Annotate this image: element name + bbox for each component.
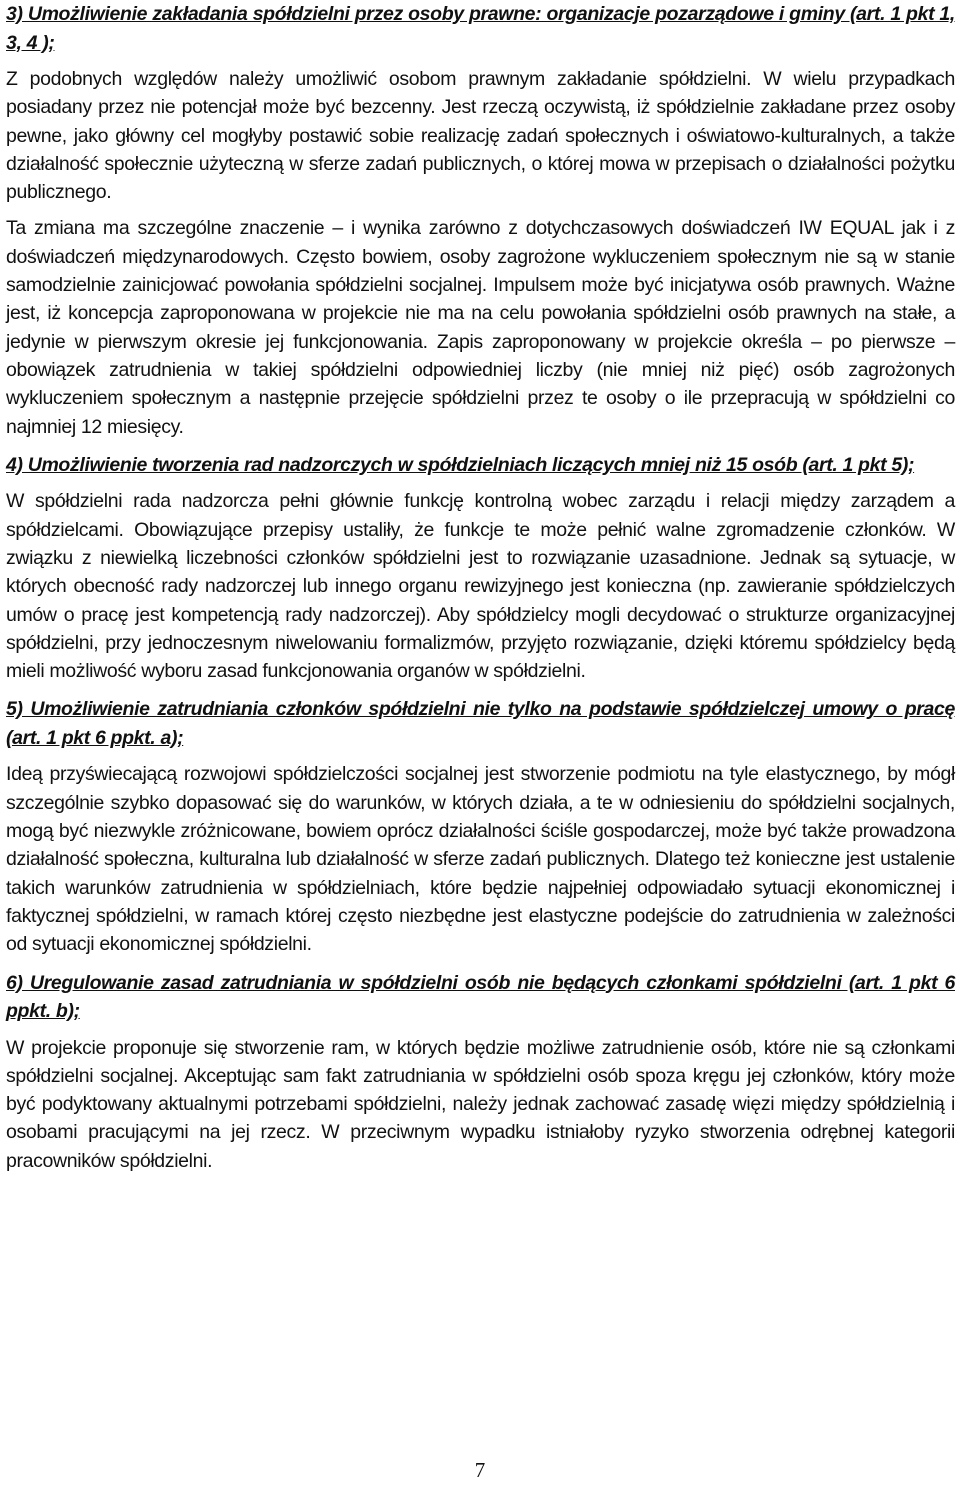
section-heading: 5) Umożliwienie zatrudniania członków spółdzielni nie tylko na podstawie spółdzielczej umowy o pracę (art. 1 pkt 6 ppkt. a); [6, 698, 955, 749]
paragraph: Ta zmiana ma szczególne znaczenie – i wynika zarówno z dotychczasowych doświadczeń IW EQUAL jak i z doświadczeń międzynarodowych. Często bowiem, osoby zagrożone wykluczeniem społecznym nie są w stanie samodzielnie zainicjować powołania spółdzielni socjalnej. Impulsem może być inicjatywa osób prawnych. Ważne jest, iż koncepcja zaproponowana w projekcie nie ma na celu powołania spółdzielni osób prawnych na stałe, a jedynie w pierwszym okresie jej funkcjonowania. Zapis zaproponowany w projekcie określa – po pierwsze – obowiązek zatrudnienia w takiej spółdzielni odpowiedniej liczby (nie mniej niż pięć) osób zagrożonych wykluczeniem społecznym a następnie przejęcie spółdzielni przez te osoby o ile przepracują w spółdzielni co najmniej 12 miesięcy. [6, 217, 955, 438]
document-page [6, 0, 955, 1175]
paragraph: Z podobnych względów należy umożliwić osobom prawnym zakładanie spółdzielni. W wielu przypadkach posiadany przez nie potencjał może być bezcenny. Jest rzeczą oczywistą, iż spółdzielnie zakładane przez osoby pewne, jako główny cel mogłyby postawić sobie realizację zadań społecznych i oświatowo-kulturalnych, a także działalność społecznie użyteczną w sferze zadań publicznych, o której mowa w przepisach o działalności pożytku publicznego. [6, 68, 955, 204]
section-5 [6, 695, 955, 958]
paragraph: Ideą przyświecającą rozwojowi spółdzielczości socjalnej jest stworzenie podmiotu na tyle elastycznego, by mógł szczególnie szybko dopasować się do warunków, w których działa, a te w odniesieniu do spółdzielni socjalnych, mogą być niezwykle zróżnicowane, bowiem oprócz działalności ściśle gospodarczej, może być także prowadzona działalność społeczna, kulturalna lub działalność w sferze zadań publicznych. Dlatego też konieczne jest ustalenie takich warunków zatrudnienia w spółdzielniach, które będzie najpełniej odpowiadało sytuacji ekonomicznej i faktycznej spółdzielni, w ramach której często niezbędne jest elastyczne podejście do zatrudnienia w zależności od sytuacji ekonomicznej spółdzielni. [6, 763, 955, 956]
page-number: 7 [474, 1458, 486, 1482]
section-heading: 3) Umożliwienie zakładania spółdzielni przez osoby prawne: organizacje pozarządowe i gminy (art. 1 pkt 1, 3, 4 ); [6, 3, 955, 54]
section-heading: 6) Uregulowanie zasad zatrudniania w spółdzielni osób nie będących członkami spółdzielni (art. 1 pkt 6 ppkt. b); [6, 971, 955, 1023]
section-heading: 4) Umożliwienie tworzenia rad nadzorczych w spółdzielniach liczących mniej niż 15 osób (art. 1 pkt 5); [6, 453, 915, 476]
section-3 [6, 0, 955, 441]
paragraph: W spółdzielni rada nadzorcza pełni głównie funkcję kontrolną wobec zarządu i relacji między zarządem a spółdzielcami. Obowiązujące przepisy ustaliły, że funkcje te może pełnić walne zgromadzenie członków. W związku z niewielką liczebności członków spółdzielni jest to rozwiązanie uzasadnione. Jednak są sytuacje, w których obecność rady nadzorczej lub innego organu rewizyjnego jest konieczna (np. zawieranie spółdzielczych umów o pracę jest kompetencją rady nadzorczej). Aby spółdzielcy mogli decydować o strukturze organizacyjnej spółdzielni, przy jednoczesnym niwelowaniu formalizmów, przyjęto rozwiązanie, dzięki któremu spółdzielcy będą mieli możliwość wyboru zasad funkcjonowania organów w spółdzielni. [6, 490, 955, 683]
paragraph: W projekcie proponuje się stworzenie ram, w których będzie możliwe zatrudnienie osób, które nie są członkami spółdzielni socjalnej. Akceptując sam fakt zatrudniania w spółdzielni osób spoza kręgu jej członków, który może być podyktowany aktualnymi potrzebami spółdzielni, należy jednak zachować zasadę więzi między spółdzielnią i osobami pracującymi na jej rzecz. W przeciwnym wypadku istniałoby ryzyko stworzenia odrębnej kategorii pracowników spółdzielni. [6, 1036, 955, 1172]
section-6 [6, 969, 955, 1175]
section-4 [6, 451, 955, 686]
